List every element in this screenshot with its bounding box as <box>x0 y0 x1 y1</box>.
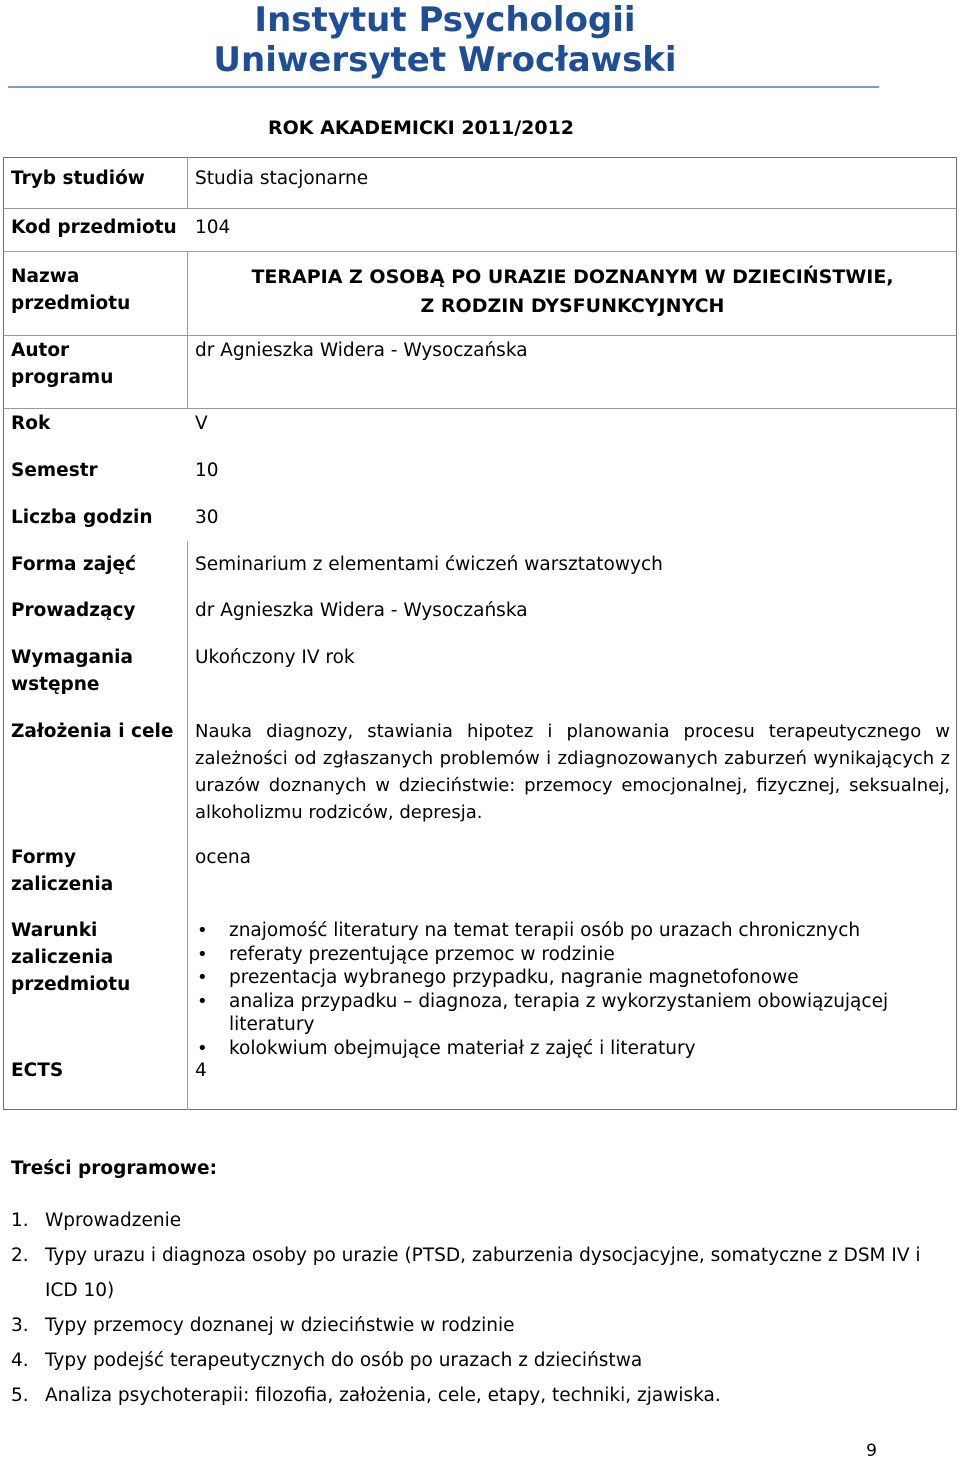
year-value: V <box>195 413 208 434</box>
prerequisites-label-line2: wstępne <box>11 674 100 695</box>
academic-year: ROK AKADEMICKI 2011/2012 <box>268 117 575 139</box>
table-column-divider <box>187 541 188 1110</box>
table-divider <box>3 208 957 209</box>
list-item: • prezentacja wybranego przypadku, nagranie magnetofonowe <box>195 966 950 990</box>
ects-label: ECTS <box>11 1060 64 1081</box>
author-label-line2: programu <box>11 367 114 388</box>
item-number: 1. <box>11 1210 29 1231</box>
program-title: Treści programowe: <box>11 1158 217 1179</box>
form-label: Forma zajęć <box>11 554 137 575</box>
list-item <box>11 1378 951 1413</box>
goals-text: Nauka diagnozy, stawiania hipotez i planowania procesu terapeutycznego w zależności od zgłaszanych problemów i zdiagnozowanych zaburzeń wynikających z urazów doznanych w dzieciństwie: przemocy emocjonalnej, fizycznej, seksualnej, alkoholizmu rodziców, depresja. <box>195 721 950 823</box>
assessment-value: ocena <box>195 847 251 868</box>
lecturer-value: dr Agnieszka Widera - Wysoczańska <box>195 600 528 621</box>
list-item <box>11 1203 951 1238</box>
course-title-line1: TERAPIA Z OSOBĄ PO URAZIE DOZNANYM W DZIECIŃSTWIE, <box>251 266 894 288</box>
semester-label: Semestr <box>11 460 98 481</box>
item-text: Analiza psychoterapii: filozofia, założenia, cele, etapy, techniki, zjawiska. <box>45 1385 721 1406</box>
hours-value: 30 <box>195 507 219 528</box>
item-text: Wprowadzenie <box>45 1210 182 1231</box>
goals-label: Założenia i cele <box>11 721 174 742</box>
header-divider <box>8 86 879 88</box>
page-number: 9 <box>866 1441 877 1461</box>
list-item: • kolokwium obejmujące materiał z zajęć i literatury <box>195 1037 950 1061</box>
item-text: Typy urazu i diagnoza osoby po urazie (PTSD, zaburzenia dysocjacyjne, somatyczne z DSM IV i ICD 10) <box>45 1245 921 1301</box>
table-column-divider <box>187 251 188 408</box>
conditions-label-line2: zaliczenia <box>11 947 114 968</box>
item-number: 5. <box>11 1385 29 1406</box>
assessment-label-line1: Formy <box>11 847 77 868</box>
list-item: • znajomość literatury na temat terapii osób po urazach chronicznych <box>195 919 950 943</box>
table-divider <box>3 251 957 252</box>
name-label-line1: Nazwa <box>11 266 80 287</box>
table-divider <box>3 335 957 336</box>
list-item: • analiza przypadku – diagnoza, terapia z wykorzystaniem obowiązującej literatury <box>195 990 950 1037</box>
prerequisites-value: Ukończony IV rok <box>195 647 355 668</box>
code-label: Kod przedmiotu <box>11 217 177 238</box>
lecturer-label: Prowadzący <box>11 600 136 621</box>
list-item <box>11 1308 951 1343</box>
item-number: 3. <box>11 1315 29 1336</box>
name-label-line2: przedmiotu <box>11 293 131 314</box>
code-value: 104 <box>195 217 231 238</box>
conditions-label-line1: Warunki <box>11 920 98 941</box>
institute-title: Instytut Psychologii <box>254 0 636 40</box>
item-text: Typy przemocy doznanej w dzieciństwie w rodzinie <box>45 1315 515 1336</box>
item-text: Typy podejść terapeutycznych do osób po urazach z dzieciństwa <box>45 1350 643 1371</box>
assessment-label-line2: zaliczenia <box>11 874 114 895</box>
list-item <box>11 1238 951 1308</box>
course-title-line2: Z RODZIN DYSFUNKCYJNYCH <box>420 295 725 317</box>
prerequisites-label-line1: Wymagania <box>11 647 133 668</box>
university-title: Uniwersytet Wrocławski <box>213 40 677 80</box>
hours-label: Liczba godzin <box>11 507 153 528</box>
program-list <box>11 1203 951 1413</box>
ects-value: 4 <box>195 1060 207 1081</box>
mode-label: Tryb studiów <box>11 168 145 189</box>
author-value: dr Agnieszka Widera - Wysoczańska <box>195 340 528 361</box>
conditions-label-line3: przedmiotu <box>11 974 131 995</box>
list-item <box>11 1343 951 1378</box>
form-value: Seminarium z elementami ćwiczeń warsztatowych <box>195 554 663 575</box>
list-item: • referaty prezentujące przemoc w rodzinie <box>195 943 950 967</box>
conditions-list <box>195 919 950 1060</box>
item-number: 2. <box>11 1245 29 1266</box>
semester-value: 10 <box>195 460 219 481</box>
mode-value: Studia stacjonarne <box>195 168 369 189</box>
table-column-divider <box>187 157 188 208</box>
item-number: 4. <box>11 1350 29 1371</box>
author-label-line1: Autor <box>11 340 70 361</box>
table-divider <box>3 408 957 409</box>
year-label: Rok <box>11 413 51 434</box>
